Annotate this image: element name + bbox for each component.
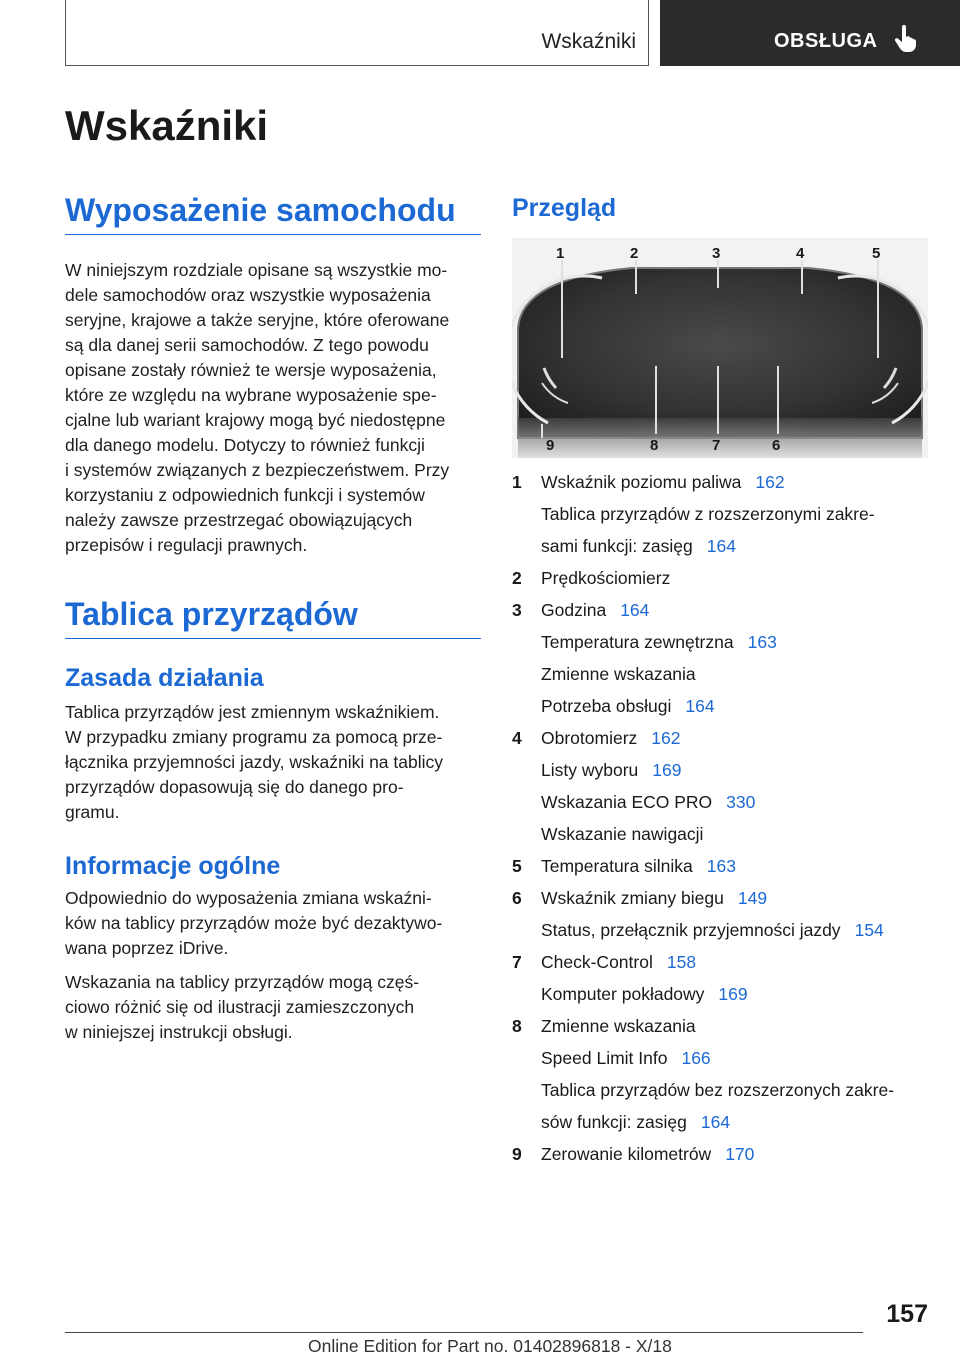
page-reference-link[interactable]: 164 — [700, 1112, 731, 1132]
paragraph-line: łącznika przyjemności jazdy, wskaźniki na tablicy — [65, 752, 444, 772]
instrument-cluster-figure — [512, 238, 928, 458]
paragraph-line: które ze względu na wybrane wyposażenie spe‐ — [65, 385, 437, 405]
heading-overview: Przegląd — [512, 194, 617, 222]
page-reference-link[interactable]: 163 — [747, 632, 777, 652]
paragraph-line: przyrządów dopasowują się do danego pro‐ — [65, 777, 404, 797]
paragraph-line: seryjne, krajowe a także seryjne, które oferowane — [65, 310, 450, 330]
legend-text: Wskazania ECO PRO — [541, 792, 713, 812]
paragraph-line: W niniejszym rozdziale opisane są wszystkie mo‐ — [65, 260, 448, 280]
paragraph-line: cjalne lub wariant krajowy mogą być niedostępne — [65, 410, 446, 430]
paragraph-line: korzystaniu z odpowiednich funkcji i systemów — [65, 485, 425, 505]
callout-5: 5 — [872, 245, 881, 262]
callout-6: 6 — [772, 437, 781, 454]
header-chapter-box — [65, 0, 649, 66]
legend-text: sów funkcji: zasięg — [541, 1112, 687, 1132]
paragraph-line: należy zawsze przestrzegać obowiązujących — [65, 510, 413, 530]
legend-number: 9 — [512, 1144, 522, 1164]
general-paragraph-2 — [65, 970, 485, 1045]
page-reference-link[interactable]: 164 — [685, 696, 715, 716]
legend-text: Tablica przyrządów bez rozszerzonych zakre‐ — [541, 1080, 895, 1100]
legend-number: 7 — [512, 952, 522, 972]
legend-text: Tablica przyrządów z rozszerzonymi zakre‐ — [541, 504, 875, 524]
hand-pointer-icon — [894, 25, 920, 53]
legend-text: Speed Limit Info — [541, 1048, 668, 1068]
page-reference-link[interactable]: 149 — [737, 888, 768, 908]
callout-2: 2 — [630, 245, 639, 262]
legend-text: Obrotomierz — [541, 728, 638, 748]
legend-text: Prędkościomierz — [541, 568, 671, 588]
page-reference-link[interactable]: 164 — [620, 600, 650, 620]
legend-text: Zmienne wskazania — [541, 1016, 696, 1036]
heading-cluster: Tablica przyrządów — [65, 596, 358, 632]
chapter-title: Wskaźniki — [541, 30, 636, 53]
page-reference-link[interactable]: 162 — [755, 472, 785, 492]
paragraph-line: i systemów związanych z bezpieczeństwem. Przy — [65, 460, 450, 480]
legend-text: Status, przełącznik przyjemności jazdy — [541, 920, 841, 940]
equipment-paragraph — [65, 258, 485, 558]
paragraph-line: opisane zostały również te wersje wyposażenia, — [65, 360, 437, 380]
legend-text: Zerowanie kilometrów — [541, 1144, 712, 1164]
legend-number: 5 — [512, 856, 522, 876]
callout-1: 1 — [556, 245, 565, 262]
section-label: OBSŁUGA — [774, 30, 878, 52]
paragraph-line: dla danego modelu. Dotyczy to również funkcji — [65, 435, 425, 455]
legend-number: 6 — [512, 888, 522, 908]
page-reference-link[interactable]: 158 — [666, 952, 697, 972]
legend-text: Wskaźnik zmiany biegu — [541, 888, 724, 908]
paragraph-line: Wskazania na tablicy przyrządów mogą częś‐ — [65, 972, 420, 992]
legend-number: 8 — [512, 1016, 522, 1036]
paragraph-line: Tablica przyrządów jest zmiennym wskaźnikiem. — [65, 702, 440, 722]
legend-text: Check-Control — [541, 952, 653, 972]
paragraph-line: dele samochodów oraz wszystkie wyposażenia — [65, 285, 431, 305]
paragraph-line: ków na tablicy przyrządów może być dezaktywo‐ — [65, 913, 443, 933]
callout-9: 9 — [546, 437, 555, 454]
paragraph-line: Odpowiednio do wyposażenia zmiana wskaźni‐ — [65, 888, 432, 908]
legend-number: 3 — [512, 600, 522, 620]
page-reference-link[interactable]: 163 — [706, 856, 736, 876]
heading-equipment: Wyposażenie samochodu — [65, 192, 456, 228]
page-number: 157 — [886, 1300, 928, 1328]
page-reference-link[interactable]: 169 — [652, 760, 682, 780]
page-reference-link[interactable]: 330 — [726, 792, 756, 812]
header-section-box — [660, 0, 960, 66]
heading-principle: Zasada działania — [65, 664, 264, 692]
page-reference-link[interactable]: 170 — [725, 1144, 755, 1164]
legend-text: Listy wyboru — [541, 760, 639, 780]
paragraph-line: W przypadku zmiany programu za pomocą prze‐ — [65, 727, 443, 747]
paragraph-line: przepisów i regulacji prawnych. — [65, 535, 308, 555]
page-reference-link[interactable]: 164 — [706, 536, 736, 556]
page-title: Wskaźniki — [65, 102, 269, 149]
heading-general: Informacje ogólne — [65, 852, 281, 880]
legend-number: 1 — [512, 472, 522, 492]
footer-edition: Online Edition for Part no. 01402896818 - X/18 — [308, 1336, 672, 1356]
general-paragraph-1 — [65, 886, 485, 961]
paragraph-line: są dla danej serii samochodów. Z tego powodu — [65, 335, 429, 355]
legend-text: Wskazanie nawigacji — [541, 824, 704, 844]
heading-rule — [65, 638, 481, 639]
legend-text: Komputer pokładowy — [541, 984, 705, 1004]
callout-3: 3 — [712, 245, 721, 262]
legend-text: Temperatura zewnętrzna — [541, 632, 734, 652]
page-reference-link[interactable]: 169 — [718, 984, 748, 1004]
page-reference-link[interactable]: 162 — [651, 728, 681, 748]
callout-4: 4 — [796, 245, 805, 262]
legend-text: Zmienne wskazania — [541, 664, 696, 684]
legend-number: 2 — [512, 568, 522, 588]
callout-8: 8 — [650, 437, 659, 454]
legend-text: Potrzeba obsługi — [541, 696, 672, 716]
legend-text: sami funkcji: zasięg — [541, 536, 693, 556]
legend-text: Godzina — [541, 600, 607, 620]
page-reference-link[interactable]: 154 — [854, 920, 884, 940]
paragraph-line: wana poprzez iDrive. — [65, 938, 229, 958]
paragraph-line: gramu. — [65, 802, 120, 822]
heading-rule — [65, 234, 481, 235]
paragraph-line: w niniejszej instrukcji obsługi. — [65, 1022, 293, 1042]
legend-number: 4 — [512, 728, 522, 748]
paragraph-line: ciowo różnić się od ilustracji zamieszczonych — [65, 997, 415, 1017]
legend-text: Wskaźnik poziomu paliwa — [541, 472, 742, 492]
footer-rule — [65, 1332, 863, 1333]
legend-text: Temperatura silnika — [541, 856, 693, 876]
page-reference-link[interactable]: 166 — [681, 1048, 711, 1068]
callout-7: 7 — [712, 437, 721, 454]
principle-paragraph — [65, 700, 485, 825]
